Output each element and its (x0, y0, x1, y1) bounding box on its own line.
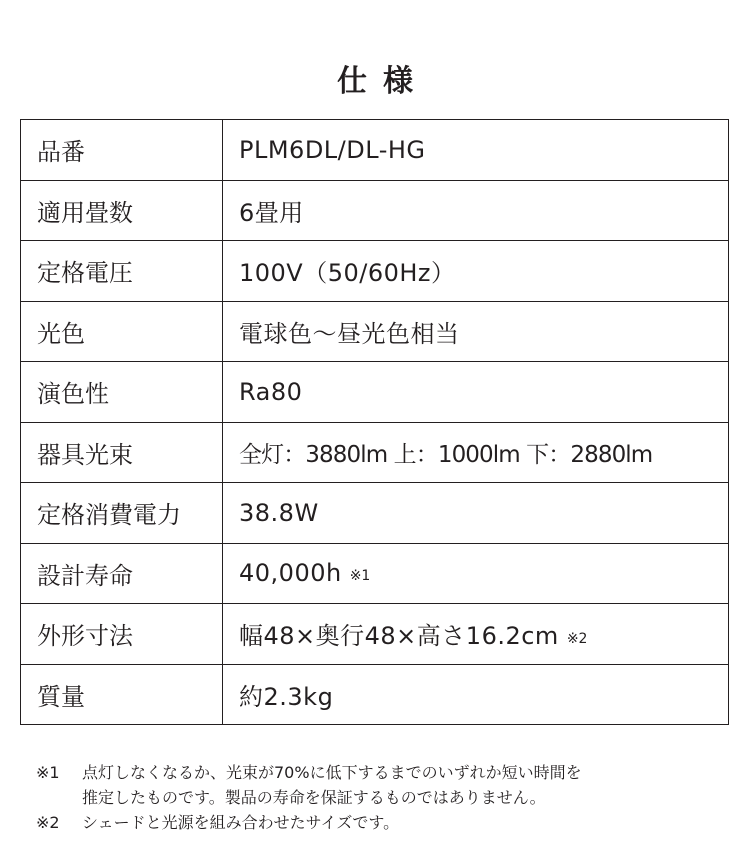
row-value (223, 180, 729, 241)
footnote (36, 760, 736, 810)
row-label: 品番 (21, 120, 223, 181)
row-label: 器具光束 (21, 422, 223, 483)
table-row (21, 180, 729, 241)
row-label: 設計寿命 (21, 543, 223, 604)
row-value (223, 483, 729, 544)
value-text: 6畳用 (239, 198, 304, 227)
table-row (21, 362, 729, 423)
footnote-ref: ※1 (349, 568, 371, 585)
value-text: Ra80 (239, 377, 303, 406)
row-label: 適用畳数 (21, 180, 223, 241)
table-row (21, 301, 729, 362)
value-text: 40,000h (239, 559, 342, 588)
value-text: 38.8W (239, 498, 319, 527)
table-row (21, 483, 729, 544)
row-value (223, 120, 729, 181)
table-row (21, 664, 729, 725)
footnote-line: シェードと光源を組み合わせたサイズです。 (82, 813, 400, 832)
table-row (21, 241, 729, 302)
footnote-text (82, 760, 736, 810)
row-value (223, 301, 729, 362)
footnote-mark: ※2 (36, 813, 60, 832)
row-label: 定格消費電力 (21, 483, 223, 544)
value-text: 幅48×奥行48×高さ16.2cm (239, 622, 559, 651)
row-value (223, 241, 729, 302)
spec-table (20, 119, 729, 725)
value-text: 100V（50/60Hz） (239, 259, 456, 288)
row-label: 外形寸法 (21, 604, 223, 665)
footnote-line: 推定したものです。製品の寿命を保証するものではありません。 (82, 788, 546, 807)
page-title: 仕様 (337, 64, 429, 99)
footnote-ref: ※2 (566, 631, 588, 648)
row-label: 光色 (21, 301, 223, 362)
footnote (36, 810, 736, 835)
row-value (223, 543, 729, 604)
value-text: 電球色～昼光色相当 (239, 319, 460, 348)
footnote-text (82, 810, 736, 835)
value-text: 約2.3kg (239, 682, 334, 711)
table-row (21, 422, 729, 483)
table-row (21, 120, 729, 181)
footnote-mark: ※1 (36, 763, 60, 782)
row-label: 質量 (21, 664, 223, 725)
row-value (223, 422, 729, 483)
row-label: 演色性 (21, 362, 223, 423)
row-value (223, 664, 729, 725)
row-value (223, 604, 729, 665)
table-row (21, 604, 729, 665)
value-text: PLM6DL/DL-HG (239, 135, 426, 164)
row-value (223, 362, 729, 423)
table-row (21, 543, 729, 604)
row-label: 定格電圧 (21, 241, 223, 302)
footnote-line: 点灯しなくなるか、光束が70%に低下するまでのいずれか短い時間を (82, 763, 582, 782)
value-text: 全灯：3880lm 上：1000lm 下：2880lm (239, 441, 653, 468)
footnotes (36, 760, 736, 835)
